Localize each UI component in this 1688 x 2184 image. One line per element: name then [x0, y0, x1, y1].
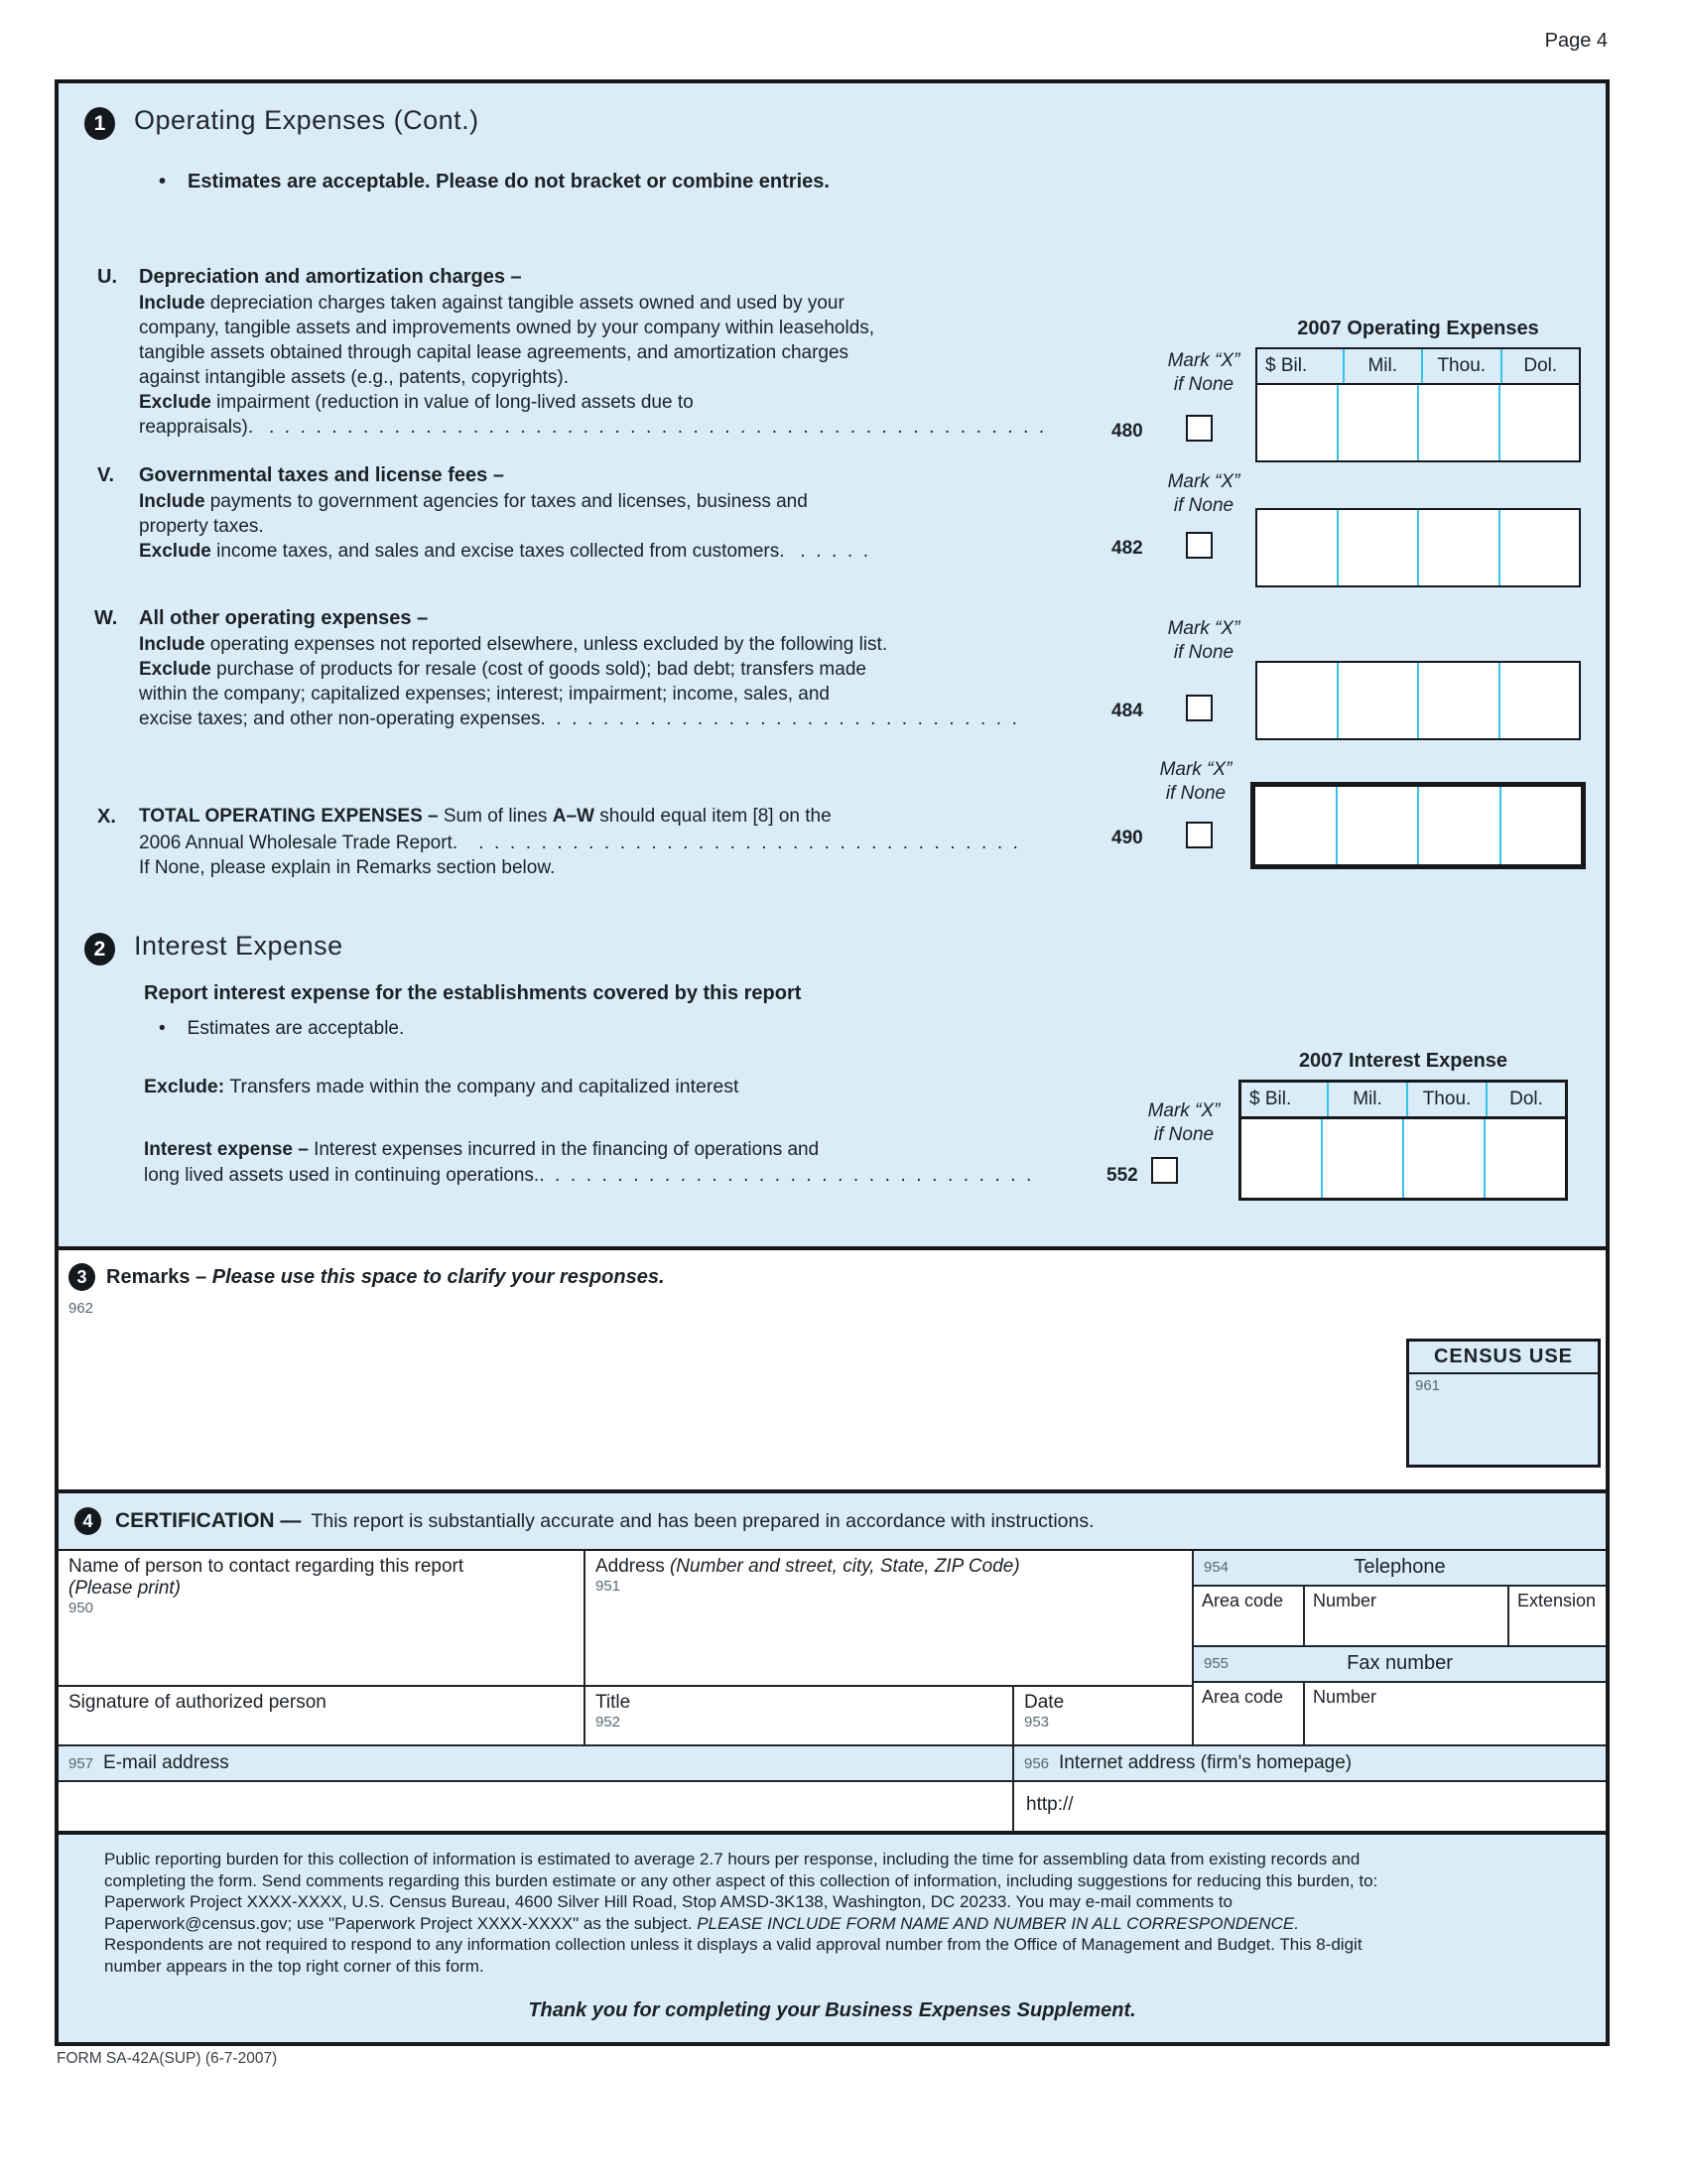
money-cell[interactable] — [1419, 510, 1500, 585]
item-body-v: Include payments to government agencies for taxes and licenses, business and property taxes. Exclude income taxes, and sales and excise taxes collected from customers. . . . . . — [139, 491, 868, 562]
money-table-484 — [1255, 661, 1581, 740]
certification-grid — [59, 1551, 1606, 1831]
section1-note-text: Estimates are acceptable. Please do not bracket or combine entries. — [188, 171, 830, 193]
item-heading-w: All other operating expenses – — [139, 607, 429, 629]
money-col-header: Dol. — [1509, 1089, 1543, 1109]
date-label: Date — [1024, 1692, 1065, 1713]
money-cell[interactable] — [1339, 663, 1420, 738]
email-band — [59, 1746, 1014, 1782]
item-body-u: Include depreciation charges taken against tangible assets owned and used by your company, tangible assets and improvements owned by your company within leaseholds, tangible assets obtained through capital lease agreements, and amortization charges against intangible assets (e.g., patents, copyrights). Exclude impairment (reduction in value of long-lived assets due to reappraisals). . . . . . . . . . . . . . . . . . . . . . . . . . . . . . . . . . . . . . . . . . . . . . . . . . . — [139, 293, 1045, 438]
item-letter-x: X. — [97, 806, 116, 828]
mark-x-line1: Mark “X” — [1167, 350, 1240, 371]
money-cell[interactable] — [1500, 510, 1580, 585]
mark-x-label-552 — [1129, 1099, 1238, 1147]
item-letter-u: U. — [97, 266, 117, 288]
section2-badge: 2 — [84, 933, 115, 965]
date-code: 953 — [1024, 1714, 1050, 1731]
remarks-title-italic: Please use this space to clarify your responses. — [211, 1266, 665, 1288]
none-checkbox-484[interactable] — [1186, 695, 1213, 721]
telephone-label: Telephone — [1354, 1556, 1446, 1578]
money-cell[interactable] — [1486, 1119, 1565, 1198]
telephone-band — [1194, 1551, 1606, 1587]
item-heading-v: Governmental taxes and license fees – — [139, 464, 504, 486]
item-letter-v: V. — [97, 464, 115, 486]
thank-you-line: Thank you for completing your Business Expenses Supplement. — [528, 1999, 1136, 2021]
money-cell[interactable] — [1338, 787, 1420, 864]
certification-header — [59, 1493, 1606, 1551]
money-cell[interactable] — [1323, 1119, 1404, 1198]
money-table-552 — [1238, 1080, 1568, 1201]
money-cell[interactable] — [1419, 787, 1501, 864]
fax-area-code-field[interactable] — [1194, 1683, 1305, 1744]
remarks-title-text: Remarks – — [106, 1266, 207, 1288]
money-cell[interactable] — [1500, 385, 1580, 460]
money-col-header: $ Bil. — [1257, 349, 1345, 383]
census-use-area — [1409, 1374, 1598, 1398]
money-col-header: $ Bil. — [1241, 1083, 1329, 1116]
address-sublabel: (Number and street, city, State, ZIP Code) — [669, 1556, 1020, 1577]
section2-intro: Report interest expense for the establishments covered by this report — [144, 982, 802, 1004]
form-panel — [55, 79, 1610, 2046]
none-checkbox-552[interactable] — [1151, 1157, 1178, 1184]
item-letter-w: W. — [94, 607, 118, 629]
interest-expense-body: Interest expense – Interest expenses incurred in the financing of operations and long lived assets used in continuing operations.. . . . . . . . . . . . . . . . . . . . . . . . . . . . . . . . — [144, 1139, 1032, 1186]
money-table-480 — [1255, 347, 1581, 462]
section1-title: Operating Expenses (Cont.) — [134, 105, 479, 135]
title-code: 952 — [595, 1714, 621, 1731]
item-body-x: 2006 Annual Wholesale Trade Report. . . . . . . . . . . . . . . . . . . . . . . . . . . . . . . . . . . . If None, please explain in Remarks section below. — [139, 833, 1018, 878]
internet-input[interactable] — [1014, 1782, 1606, 1831]
section4-badge: 4 — [74, 1507, 101, 1535]
bullet-icon: • — [159, 171, 167, 193]
address-cell[interactable] — [585, 1551, 1194, 1687]
interest-expense-table-group — [1238, 1050, 1568, 1201]
money-cell[interactable] — [1419, 663, 1500, 738]
money-cell[interactable] — [1241, 1119, 1323, 1198]
money-cell[interactable] — [1500, 663, 1580, 738]
remarks-code: 962 — [68, 1300, 94, 1317]
fax-band — [1194, 1647, 1606, 1683]
section2-title: Interest Expense — [134, 931, 343, 961]
telephone-fields — [1194, 1587, 1606, 1647]
mark-x-line2: if None — [1165, 783, 1227, 804]
internet-code: 956 — [1024, 1754, 1050, 1772]
item-heading-x: TOTAL OPERATING EXPENSES – Sum of lines A–W should equal item [8] on the — [139, 806, 832, 827]
address-label-text: Address — [595, 1556, 665, 1577]
mark-x-line2: if None — [1173, 495, 1234, 516]
telephone-extension-label: Extension — [1517, 1591, 1597, 1610]
contact-name-label: Name of person to contact regarding this report — [68, 1556, 464, 1577]
money-table-482 — [1255, 508, 1581, 587]
money-cell[interactable] — [1257, 510, 1339, 585]
none-checkbox-480[interactable] — [1186, 415, 1213, 442]
fax-fields — [1194, 1683, 1606, 1746]
census-use-code: 961 — [1415, 1377, 1441, 1394]
burden-statement: Public reporting burden for this collection of information is estimated to average 2.7 hours per response, including the time for assembling data from existing records and completing the form. Send comments regarding this burden estimate or any other aspect of this collection of information, including suggestions for reducing this burden, to: Paperwork Project XXXX-XXXX, U.S. Census Bureau, 4600 Silver Hill Road, Stop AMSD-3K138, Washington, DC 20233. You may e-mail comments to Paperwork@census.gov; use "Paperwork Project XXXX-XXXX" as the subject. PLEASE INCLUDE FORM NAME AND NUMBER IN ALL CORRESPONDENCE. Respondents are not required to respond to any information collection unless it displays a valid approval number from the Office of Management and Budget. This 8-digit number appears in the top right corner of this form. — [104, 1850, 1378, 1976]
section3-badge: 3 — [68, 1263, 95, 1291]
money-cell[interactable] — [1339, 385, 1420, 460]
money-table-body — [1250, 782, 1586, 869]
money-table-body — [1238, 1119, 1568, 1201]
contact-name-sublabel: (Please print) — [68, 1578, 181, 1599]
date-cell[interactable] — [1014, 1687, 1194, 1746]
title-label: Title — [595, 1692, 631, 1713]
certification-subtitle: This report is substantially accurate and has been prepared in accordance with instructions. — [311, 1509, 1095, 1532]
signature-label: Signature of authorized person — [68, 1692, 326, 1713]
internet-band — [1014, 1746, 1606, 1782]
operating-expenses-table-title: 2007 Operating Expenses — [1297, 318, 1539, 339]
signature-cell[interactable] — [59, 1687, 585, 1746]
section2-exclude: Exclude: Transfers made within the company and capitalized interest — [144, 1076, 739, 1097]
item-code-480: 480 — [1111, 421, 1143, 442]
page-number: Page 4 — [1544, 30, 1608, 52]
fax-code: 955 — [1204, 1655, 1230, 1672]
money-col-header: Dol. — [1523, 355, 1558, 376]
money-table-body — [1255, 385, 1581, 462]
money-cell[interactable] — [1257, 663, 1339, 738]
address-code: 951 — [595, 1578, 621, 1595]
burden-statement-box — [59, 1831, 1606, 2042]
item-heading-u: Depreciation and amortization charges – — [139, 266, 522, 288]
item-code-482: 482 — [1111, 538, 1143, 559]
mark-x-line2: if None — [1173, 374, 1234, 395]
certification-section — [59, 1493, 1606, 1831]
contact-name-code: 950 — [68, 1600, 94, 1616]
money-col-header: Thou. — [1408, 1083, 1488, 1116]
mark-x-line1: Mark “X” — [1167, 471, 1240, 492]
mark-x-line2: if None — [1153, 1124, 1215, 1145]
internet-label: Internet address (firm's homepage) — [1059, 1752, 1353, 1773]
money-col-header: Thou. — [1423, 349, 1502, 383]
contact-name-cell[interactable] — [59, 1551, 585, 1687]
money-col-header: Mil. — [1329, 1083, 1408, 1116]
money-table-body — [1255, 508, 1581, 587]
item-code-490: 490 — [1111, 828, 1143, 848]
remarks-section — [59, 1246, 1606, 1493]
mark-x-label-x — [1141, 758, 1250, 806]
email-label: E-mail address — [103, 1752, 229, 1773]
none-checkbox-482[interactable] — [1186, 532, 1213, 559]
title-cell[interactable] — [585, 1687, 1014, 1746]
certification-title: CERTIFICATION — — [115, 1509, 302, 1532]
section2-note-text: Estimates are acceptable. — [187, 1018, 405, 1039]
fax-area-code-label: Area code — [1202, 1687, 1284, 1707]
section1-badge: 1 — [84, 107, 115, 140]
telephone-area-code-field[interactable] — [1194, 1587, 1305, 1645]
form-id-footer: FORM SA-42A(SUP) (6-7-2007) — [57, 2050, 278, 2067]
interest-expense-table-title: 2007 Interest Expense — [1298, 1050, 1508, 1072]
email-input[interactable] — [59, 1782, 1014, 1831]
remarks-input-area[interactable] — [59, 1322, 1388, 1490]
census-use-title: CENSUS USE — [1409, 1342, 1598, 1374]
money-table-body — [1255, 661, 1581, 740]
money-cell[interactable] — [1404, 1119, 1486, 1198]
item-body-w: Include operating expenses not reported elsewhere, unless excluded by the following list. Exclude purchase of products for resale (cost of goods sold); bad debt; transfers made within the company; capitalized expenses; interest; impairment; income, sales, and excise taxes; and other non-operating expenses. . . . . . . . . . . . . . . . . . . . . . . . . . . . . . . — [139, 634, 1017, 729]
census-use-box — [1406, 1339, 1601, 1468]
mark-x-line1: Mark “X” — [1159, 759, 1233, 780]
money-table-header — [1238, 1080, 1568, 1119]
mark-x-line2: if None — [1173, 642, 1234, 663]
mark-x-line1: Mark “X” — [1167, 618, 1240, 639]
telephone-code: 954 — [1204, 1559, 1230, 1576]
mark-x-line1: Mark “X” — [1147, 1100, 1221, 1121]
telephone-area-code-label: Area code — [1202, 1591, 1284, 1610]
money-cell[interactable] — [1339, 510, 1420, 585]
url-prefix: http:// — [1026, 1794, 1074, 1815]
bullet-icon: • — [159, 1018, 166, 1039]
telephone-number-label: Number — [1313, 1591, 1377, 1610]
section1-note — [159, 171, 830, 193]
address-label — [595, 1556, 1182, 1578]
money-cell[interactable] — [1255, 787, 1338, 864]
fax-label: Fax number — [1347, 1652, 1453, 1674]
mark-x-label-u — [1149, 349, 1258, 397]
telephone-number-field[interactable] — [1305, 1587, 1509, 1645]
money-table-header — [1255, 347, 1581, 385]
money-cell[interactable] — [1419, 385, 1500, 460]
mark-x-label-v — [1149, 470, 1258, 518]
money-col-header: Mil. — [1345, 349, 1424, 383]
email-code: 957 — [68, 1754, 94, 1772]
operating-expenses-table-group — [1255, 318, 1581, 462]
telephone-extension-field[interactable] — [1509, 1587, 1606, 1645]
money-cell[interactable] — [1501, 787, 1582, 864]
item-code-484: 484 — [1111, 701, 1143, 721]
item-code-552: 552 — [1106, 1165, 1138, 1186]
money-table-490-total — [1250, 782, 1586, 869]
section2-note — [159, 1018, 404, 1040]
mark-x-label-w — [1149, 617, 1258, 665]
fax-number-label: Number — [1313, 1687, 1377, 1707]
fax-number-field[interactable] — [1305, 1683, 1606, 1744]
section3-title — [106, 1266, 665, 1289]
none-checkbox-490[interactable] — [1186, 822, 1213, 848]
money-cell[interactable] — [1257, 385, 1339, 460]
